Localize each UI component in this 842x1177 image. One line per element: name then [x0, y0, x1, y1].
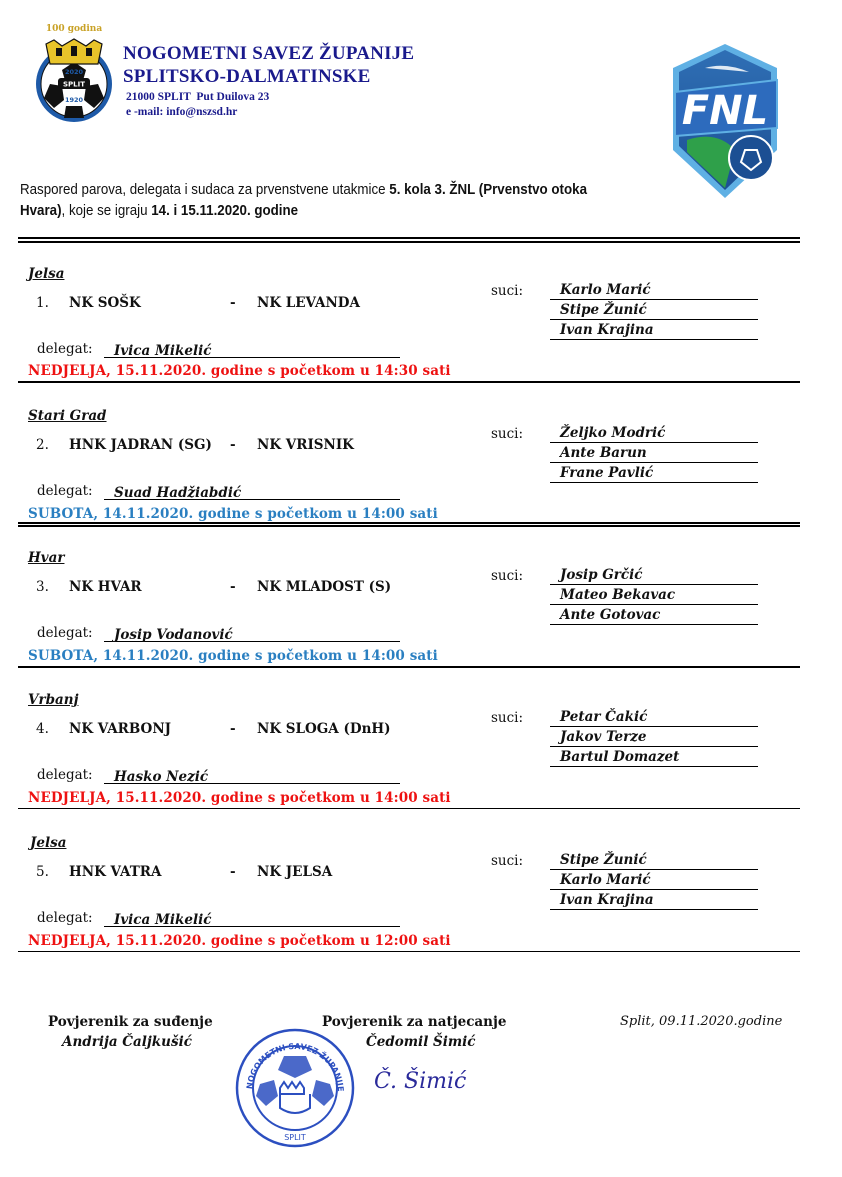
kickoff-time: SUBOTA, 14.11.2020. godine s početkom u 14:00 sati: [28, 648, 438, 664]
org-name: [123, 42, 414, 88]
logo-text-100-godina: 100 godina: [45, 24, 103, 34]
home-team: HNK VATRA: [69, 864, 162, 880]
delegate-label: delegat:: [37, 767, 93, 783]
fnl-logo-text: FNL: [681, 88, 769, 134]
match-number: 3.: [36, 579, 49, 595]
signature-image: [370, 1058, 480, 1098]
delegate-field: [104, 624, 400, 642]
delegate-name: Hasko Nezić: [114, 769, 209, 785]
home-team: NK VARBONJ: [69, 721, 172, 737]
venue-label: Hvar: [28, 550, 65, 566]
home-team: NK HVAR: [69, 579, 142, 595]
referee-2: Mateo Bekavac: [550, 586, 758, 605]
stamp-bottom-text: SPLIT: [284, 1133, 306, 1142]
org-email: e -mail: info@nszsd.hr: [126, 106, 238, 118]
match-number: 2.: [36, 437, 49, 453]
referee-3: Ivan Krajina: [550, 321, 758, 340]
referee-2: Karlo Marić: [550, 871, 758, 890]
vs-dash: -: [230, 579, 236, 595]
away-team: NK JELSA: [257, 864, 333, 880]
away-team: NK VRISNIK: [257, 437, 354, 453]
match-number: 1.: [36, 295, 49, 311]
venue-label: Jelsa: [28, 266, 65, 282]
match-separator: [18, 951, 800, 952]
referee-2: Stipe Žunić: [550, 301, 758, 320]
match-4-venue: [28, 689, 78, 708]
away-team: NK MLADOST (S): [257, 579, 392, 595]
vs-dash: -: [230, 864, 236, 880]
referees-label: suci:: [491, 283, 524, 299]
match-separator: [18, 522, 800, 527]
stamp-ring-text: NOGOMETNI SAVEZ ŽUPANIJE: [245, 1041, 346, 1092]
intro-text-2: , koje se igraju: [61, 203, 152, 219]
match-3-venue: [28, 547, 64, 566]
kickoff-time: NEDJELJA, 15.11.2020. godine s početkom u 14:00 sati: [28, 790, 451, 806]
vs-dash: -: [230, 437, 236, 453]
away-team: NK SLOGA (DnH): [257, 721, 391, 737]
referees-label: suci:: [491, 710, 524, 726]
delegate-field: [104, 482, 400, 500]
delegate-field: [104, 909, 400, 927]
nszsd-crest-logo-icon: [28, 22, 120, 126]
referees-label: suci:: [491, 426, 524, 442]
kickoff-time: NEDJELJA, 15.11.2020. godine s početkom u 14:30 sati: [28, 363, 451, 379]
delegate-name: Ivica Mikelić: [114, 343, 212, 359]
referee-3: Ante Gotovac: [550, 606, 758, 625]
kickoff-time: NEDJELJA, 15.11.2020. godine s početkom u 12:00 sati: [28, 933, 451, 949]
referees-label: suci:: [491, 568, 524, 584]
logo-text-split: SPLIT: [62, 80, 86, 89]
intro-round-league: 5. kola 3. ŽNL (Prvenstvo otoka Hvara): [20, 182, 587, 219]
official-stamp-icon: [234, 1026, 356, 1150]
org-name-line2: SPLITSKO-DALMATINSKE: [123, 66, 371, 87]
delegate-label: delegat:: [37, 910, 93, 926]
match-separator: [18, 381, 800, 383]
kickoff-time: SUBOTA, 14.11.2020. godine s početkom u 14:00 sati: [28, 506, 438, 522]
home-team: NK SOŠK: [69, 295, 141, 311]
venue-label: Jelsa: [30, 835, 67, 851]
referee-2: Jakov Terze: [550, 728, 758, 747]
referee-1: Stipe Žunić: [550, 851, 758, 870]
intro-text-1: Raspored parova, delegata i sudaca za prvenstvene utakmice: [20, 182, 390, 198]
referee-3: Frane Pavlić: [550, 464, 758, 483]
match-2-venue: [28, 405, 107, 424]
match-number: 4.: [36, 721, 49, 737]
vs-dash: -: [230, 721, 236, 737]
referee-1: Petar Čakić: [550, 708, 758, 727]
referee-1: Željko Modrić: [550, 424, 758, 443]
match-1-venue: [28, 263, 64, 282]
logo-text-1920: 1920: [64, 96, 84, 104]
intro-dates: 14. i 15.11.2020. godine: [151, 203, 299, 219]
referee-commissioner-title: Povjerenik za suđenje: [48, 1014, 213, 1030]
referee-commissioner-name: Andrija Čaljkušić: [62, 1034, 192, 1050]
venue-label: Vrbanj: [28, 692, 79, 708]
delegate-name: Ivica Mikelić: [114, 912, 212, 928]
handwritten-signature: Č. Šimić: [374, 1069, 467, 1094]
referee-1: Karlo Marić: [550, 281, 758, 300]
referee-3: Bartul Domazet: [550, 748, 758, 767]
competition-commissioner-title: Povjerenik za natjecanje: [322, 1014, 507, 1030]
header-double-rule: [18, 237, 800, 243]
logo-text-2020: 2020: [64, 68, 84, 76]
fnl-logo-icon: [665, 40, 785, 200]
intro-paragraph: [20, 180, 627, 222]
referee-3: Ivan Krajina: [550, 891, 758, 910]
home-team: HNK JADRAN (SG): [69, 437, 212, 453]
match-separator: [18, 666, 800, 668]
delegate-field: [104, 340, 400, 358]
delegate-label: delegat:: [37, 483, 93, 499]
vs-dash: -: [230, 295, 236, 311]
referees-label: suci:: [491, 853, 524, 869]
delegate-field: [104, 766, 400, 784]
org-contact: [126, 90, 269, 120]
referee-2: Ante Barun: [550, 444, 758, 463]
delegate-name: Suad Hadžiabdić: [114, 485, 242, 501]
delegate-label: delegat:: [37, 625, 93, 641]
away-team: NK LEVANDA: [257, 295, 360, 311]
match-5-venue: [30, 832, 66, 851]
place-date: Split, 09.11.2020.godine: [620, 1014, 783, 1029]
org-address: 21000 SPLIT Put Duilova 23: [126, 91, 270, 103]
match-number: 5.: [36, 864, 49, 880]
referee-1: Josip Grčić: [550, 566, 758, 585]
match-separator: [18, 808, 800, 809]
delegate-label: delegat:: [37, 341, 93, 357]
competition-commissioner-name: Čedomil Šimić: [366, 1034, 476, 1050]
org-name-line1: NOGOMETNI SAVEZ ŽUPANIJE: [123, 43, 415, 64]
venue-label: Stari Grad: [28, 408, 107, 424]
delegate-name: Josip Vodanović: [114, 627, 233, 643]
